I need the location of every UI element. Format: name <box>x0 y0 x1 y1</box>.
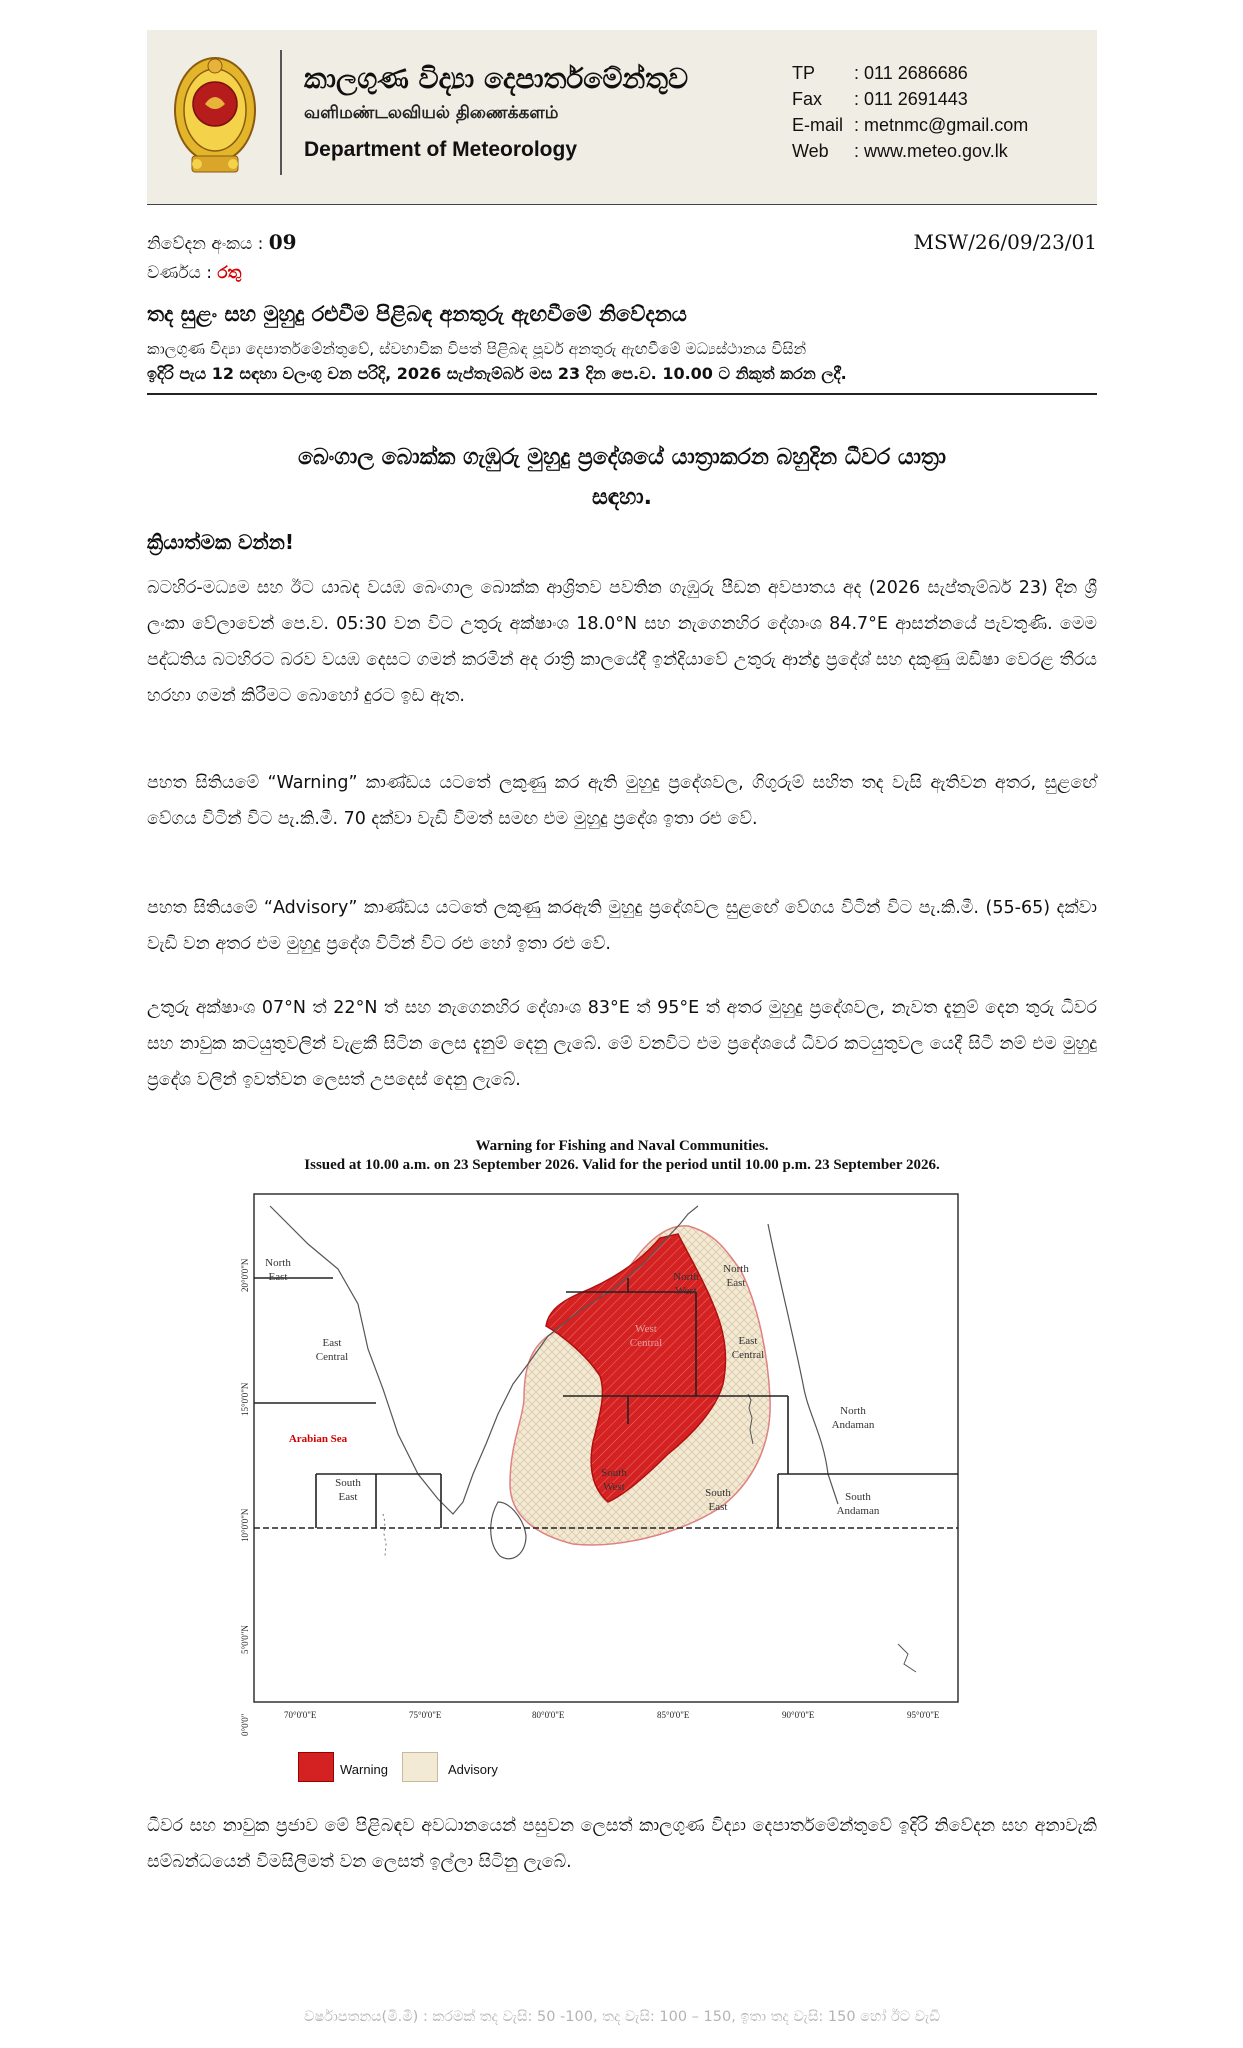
legend-warning-swatch <box>298 1752 334 1782</box>
lat-tick: 5°0'0"N <box>240 1625 250 1654</box>
latitude-ticks <box>240 1258 250 1736</box>
map-title-line-2: Issued at 10.00 a.m. on 23 September 2026. Valid for the period until 10.00 p.m. 23 September 2026. <box>304 1157 940 1173</box>
region-label: South <box>845 1491 871 1503</box>
marine-warning-map <box>240 1184 968 1746</box>
map-title-line-1: Warning for Fishing and Naval Communities. <box>475 1138 769 1154</box>
region-label: Andaman <box>831 1419 875 1431</box>
notice-title: තද සුළං සහ මුහුදු රළුවීම පිළිබඳ අනතුරු ඇඟවීමේ නිවේදනය <box>147 302 687 326</box>
contact-value: : 011 2691443 <box>854 89 968 109</box>
sri-lanka-emblem-icon <box>172 52 258 180</box>
paragraph-advisory: පහත සිතියමේ “Advisory” කාණ්ඩය යටතේ ලකුණු කරඇති මුහුදු ප්‍රදේශවල සුළඟේ වේගය විටින් විට පැ.කි.මී. (55-65) දක්වා වැඩි වන අතර එම මුහුදු ප්‍රදේශ විටින් විට රළු හෝ ඉතා රළු වේ. <box>147 898 1097 954</box>
contact-fax <box>792 89 968 110</box>
lon-tick: 85°0'0"E <box>657 1710 690 1720</box>
region-label: Central <box>315 1351 349 1363</box>
target-heading-line-1: බෙංගාල බොක්ක ගැඹුරු මුහුදු ප්‍රදේශයේ යාත්‍රාකරන බහුදින ධීවර යාත්‍රා <box>297 445 947 470</box>
region-label: East <box>338 1491 358 1503</box>
region-label: South <box>705 1487 731 1499</box>
region-label: East <box>708 1501 728 1513</box>
rainfall-legend-footer: වර්ෂාපතනය(මි.මී) : කරමක් තද වැසි: 50 -100, තද වැසි: 100 – 150, ඉතා තද වැසි: 150 හෝ ඊට වැඩි <box>304 2009 940 2025</box>
region-label: South <box>601 1467 627 1479</box>
lon-tick: 95°0'0"E <box>907 1710 940 1720</box>
region-label: North <box>723 1263 749 1275</box>
paragraph-system-status: බටහිර-මධ්‍යම සහ ඊට යාබද වයඹ බෙංගාල බොක්ක ආශ්‍රිතව පවතින ගැඹුරු පීඩන අවපාතය අද (2026 සැප්තැම්බර් 23) දින ශ්‍රී ලංකා වේලාවෙන් පෙ.ව. 05:30 වන විට උතුරු අක්ෂාංශ 18.0°N සහ නැගෙනහිර දේශාංශ 84.7°E ආසන්නයේ පැවතුණි. මෙම පද්ධතිය බටහිරට බරව වයඹ දෙසට ගමන් කරමින් අද රාත්‍රි කාලයේදී ඉන්දියාවේ උතුරු ආන්ද්‍ර ප්‍රදේශ් සහ දකුණු ඔඩිෂා වෙරළ තීරය හරහා ගමන් කිරීමට බොහෝ දුරට ඉඩ ඇත. <box>147 578 1097 706</box>
contact-label: Fax <box>792 89 823 109</box>
lat-tick: 20°0'0"N <box>240 1258 250 1292</box>
region-label: East <box>322 1337 342 1349</box>
region-label: East <box>726 1277 746 1289</box>
bulletin-label: නිවේදන අංකය : <box>147 234 269 254</box>
lon-tick: 90°0'0"E <box>782 1710 815 1720</box>
legend-advisory-swatch <box>402 1752 438 1782</box>
department-name-tamil: வளிமண்டலவியல் திணைக்களம் <box>304 103 559 123</box>
region-label: East <box>268 1271 288 1283</box>
contact-value[interactable]: : www.meteo.gov.lk <box>854 141 1008 161</box>
region-label: North <box>265 1257 291 1269</box>
issuer-line-1: කාලගුණ විද්‍යා දෙපාර්තමේන්තුවේ, ස්වභාවික විපත් පිළිබඳ පූර්ව අනතුරු ඇඟවීමේ මධ්‍යස්ථානය විසින් <box>147 340 807 358</box>
lon-tick: 80°0'0"E <box>532 1710 565 1720</box>
contact-label: E-mail <box>792 115 844 135</box>
contact-label: Web <box>792 141 829 161</box>
target-heading-line-2: සඳහා. <box>592 485 652 510</box>
legend-warning-label: Warning <box>340 1762 388 1777</box>
lon-tick: 70°0'0"E <box>284 1710 317 1720</box>
paragraph-warning: පහත සිතියමේ “Warning” කාණ්ඩය යටතේ ලකුණු කර ඇති මුහුදු ප්‍රදේශවල, ගිගුරුම් සහිත තද වැසි ඇතිවන අතර, සුළඟේ වේගය විටින් විට පැ.කි.මී. 70 දක්වා වැඩි වීමත් සමඟ එම මුහුදු ප්‍රදේශ ඉතා රළු වේ. <box>147 773 1097 829</box>
region-label: North <box>673 1271 699 1283</box>
region-label: Central <box>731 1349 765 1361</box>
action-heading: ක්‍රියාත්මක වන්න! <box>147 530 295 554</box>
contact-email <box>792 115 1028 136</box>
department-name-english: Department of Meteorology <box>304 138 578 161</box>
longitude-ticks <box>284 1710 940 1720</box>
region-label: South <box>335 1477 361 1489</box>
legend-advisory-label: Advisory <box>448 1762 498 1777</box>
paragraph-closing: ධීවර සහ නාවුක ප්‍රජාව මේ පිළිබඳව අවධානයෙන් පසුවන ලෙසත් කාලගුණ විද්‍යා දෙපාර්තමේන්තුවේ ඉදිරි නිවේදන සහ අනාවැකි සම්බන්ධයෙන් විමසිලිමත් වන ලෙසත් ඉල්ලා සිටිනු ලැබේ. <box>147 1816 1097 1872</box>
bulletin-number <box>147 230 297 254</box>
bulletin-reference: MSW/26/09/23/01 <box>913 230 1097 254</box>
color-value: රතු <box>217 263 242 283</box>
contact-phone <box>792 63 968 84</box>
region-label: East <box>738 1335 758 1347</box>
contact-value: : 011 2686686 <box>854 63 968 83</box>
region-label: West <box>675 1285 697 1297</box>
region-label: West <box>635 1323 657 1335</box>
lon-tick: 75°0'0"E <box>409 1710 442 1720</box>
region-label: North <box>840 1405 866 1417</box>
contact-label: TP <box>792 63 816 83</box>
lat-tick: 15°0'0"N <box>240 1382 250 1416</box>
bulletin-value: 09 <box>268 230 297 254</box>
region-label: Central <box>629 1337 663 1349</box>
color-label: වර්ණය : <box>147 263 218 283</box>
paragraph-fishing-restriction: උතුරු අක්ෂාංශ 07°N ත් 22°N ත් සහ නැගෙනහිර දේශාංශ 83°E ත් 95°E ත් අතර මුහුදු ප්‍රදේශවල, නැවත දැනුම් දෙන තුරු ධීවර සහ නාවුක කටයුතුවලින් වැළකී සිටින ලෙස දැනුම් දෙනු ලැබේ. මේ වනවිට එම ප්‍රදේශයේ ධීවර කටයුතුවල යෙදී සිටී නම් එම මුහුදු ප්‍රදේශ වලින් ඉවත්වන ලෙසත් උපදෙස් දෙනු ලැබේ. <box>147 998 1097 1090</box>
region-label: Arabian Sea <box>288 1433 348 1445</box>
header-divider <box>280 50 282 175</box>
department-name-sinhala: කාලගුණ විද්‍යා දෙපාර්තමේන්තුව <box>304 62 689 95</box>
lat-tick: 10°0'0"N <box>240 1508 250 1542</box>
color-code <box>147 259 241 283</box>
issuer-line-2: ඉදිරි පැය 12 සඳහා වලංගු වන පරිදි, 2026 සැප්තැම්බර් මස 23 දින පෙ.ව. 10.00 ට නිකුත් කරන ලදී. <box>147 364 847 383</box>
contact-web <box>792 141 1008 162</box>
header-rule <box>147 393 1097 395</box>
contact-value[interactable]: : metnmc@gmail.com <box>854 115 1029 135</box>
region-label: West <box>603 1481 625 1493</box>
lat-tick: 0°0'0" <box>240 1713 250 1736</box>
region-label: Andaman <box>836 1505 880 1517</box>
